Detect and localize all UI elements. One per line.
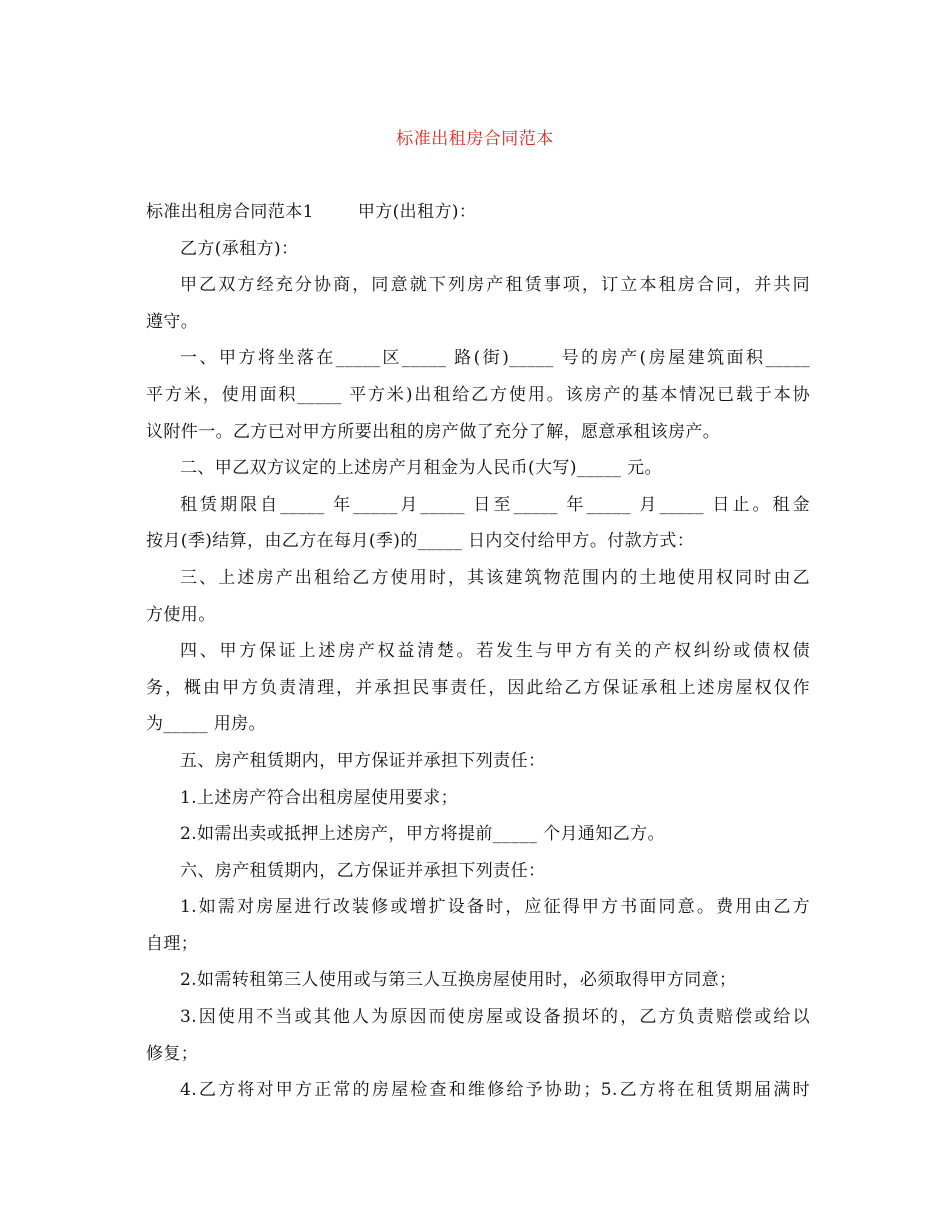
document-title: 标准出租房合同范本	[396, 129, 554, 149]
paragraph-line: 4.乙方将对甲方正常的房屋检查和维修给予协助；5.乙方将在租赁期届满时	[180, 1080, 810, 1101]
paragraph-line: 五、房产租赁期内，甲方保证并承担下列责任：	[180, 750, 546, 771]
paragraph-line: 三、上述房产出租给乙方使用时，其该建筑物范围内的土地使用权同时由乙	[180, 567, 810, 588]
party-a-label: 甲方(出租方)：	[357, 202, 477, 222]
paragraph-line: 务，概由甲方负责清理，并承担民事责任，因此给乙方保证承租上述房屋权仅作	[146, 677, 810, 698]
paragraph-line: 遵守。	[146, 311, 199, 332]
paragraph-line	[146, 194, 810, 231]
paragraph-line: 1.上述房产符合出租房屋使用要求；	[180, 787, 459, 808]
paragraph-line: 2.如需出卖或抵押上述房产，甲方将提前_____ 个月通知乙方。	[180, 824, 665, 845]
paragraph-line: 一、甲方将坐落在_____区_____ 路(街)_____ 号的房产(房屋建筑面积_____	[180, 348, 810, 369]
paragraph-line: 方使用。	[146, 604, 216, 625]
paragraph-line: 平方米，使用面积_____ 平方米)出租给乙方使用。该房产的基本情况已载于本协	[146, 384, 810, 405]
paragraph-line: 租赁期限自_____ 年_____月_____ 日至_____ 年_____ 月_____ 日止。租金	[180, 494, 810, 515]
paragraph-line: 修复；	[146, 1043, 199, 1064]
paragraph-line: 自理；	[146, 933, 199, 954]
paragraph-line: 为_____ 用房。	[146, 714, 266, 735]
paragraph-line: 2.如需转租第三人使用或与第三人互换房屋使用时，必须取得甲方同意；	[180, 970, 737, 991]
subtitle-text: 标准出租房合同范本1	[146, 202, 314, 222]
paragraph-line: 二、甲乙双方议定的上述房产月租金为人民币(大写)_____ 元。	[180, 458, 662, 479]
paragraph-line: 乙方(承租方)：	[180, 238, 299, 259]
paragraph-line: 按月(季)结算，由乙方在每月(季)的_____ 日内交付给甲方。付款方式：	[146, 531, 695, 552]
paragraph-line: 3.因使用不当或其他人为原因而使房屋或设备损坏的，乙方负责赔偿或给以	[180, 1007, 810, 1028]
paragraph-line: 六、房产租赁期内，乙方保证并承担下列责任：	[180, 860, 546, 881]
paragraph-line: 甲乙双方经充分协商，同意就下列房产租赁事项，订立本租房合同，并共同	[180, 275, 810, 296]
paragraph-line: 1.如需对房屋进行改装修或增扩设备时，应征得甲方书面同意。费用由乙方	[180, 897, 810, 918]
document-body	[146, 194, 810, 1109]
paragraph-line: 四、甲方保证上述房产权益清楚。若发生与甲方有关的产权纠纷或债权债	[180, 641, 810, 662]
paragraph-line: 议附件一。乙方已对甲方所要出租的房产做了充分了解，愿意承租该房产。	[146, 421, 721, 442]
